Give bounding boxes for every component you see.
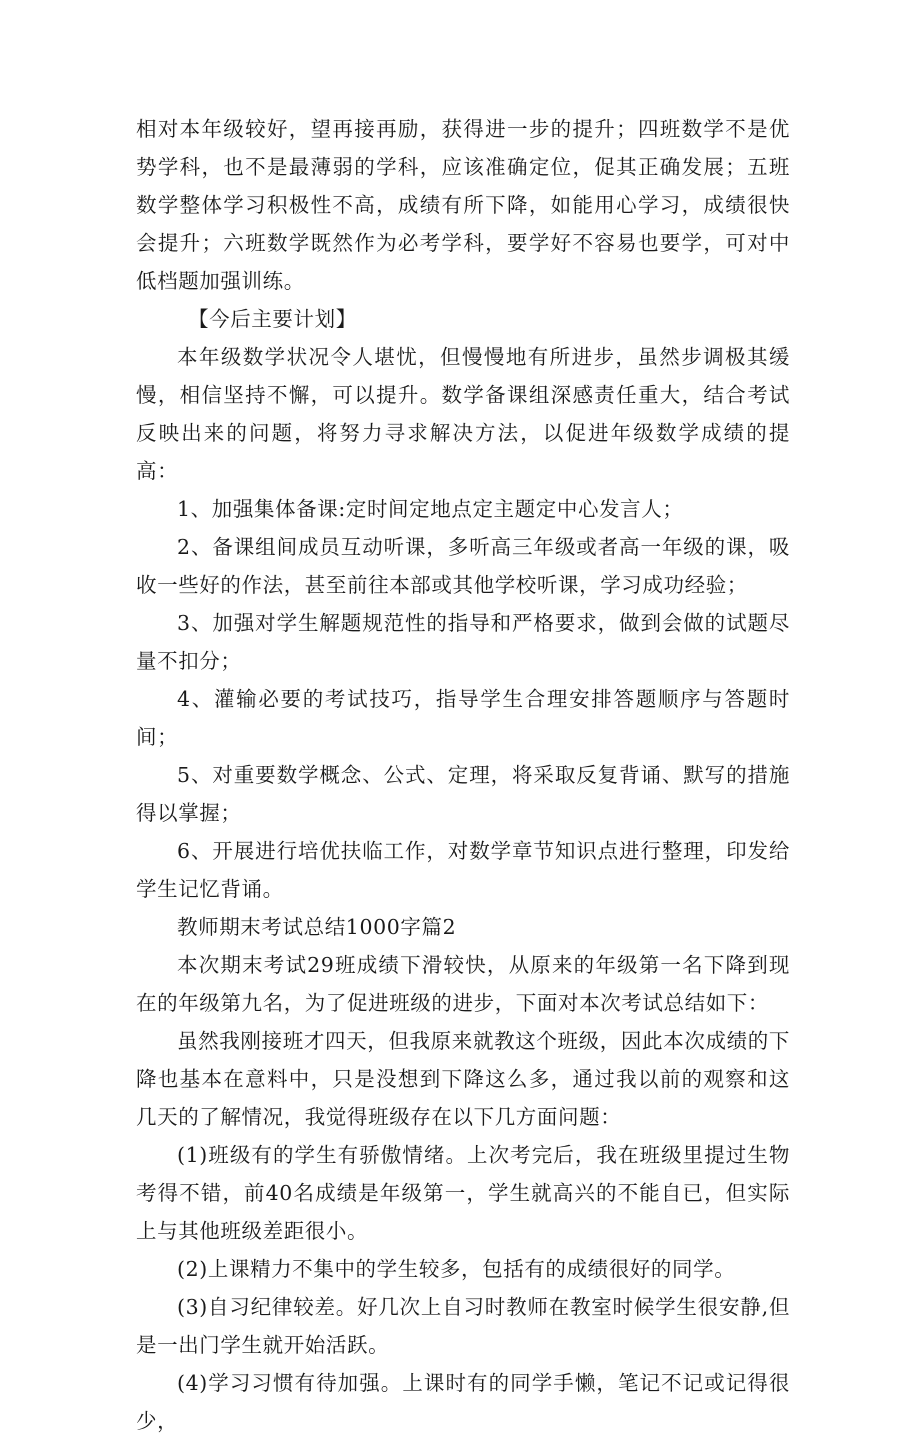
article-title: 教师期末考试总结1000字篇2: [177, 915, 457, 939]
paragraph: 本年级数学状况令人堪忧，但慢慢地有所进步，虽然步调极其缓慢，相信坚持不懈，可以提升。数学备课组深感责任重大，结合考试反映出来的问题，将努力寻求解决方法，以促进年级数学成绩的提高：: [136, 345, 790, 483]
list-item: 3、加强对学生解题规范性的指导和严格要求，做到会做的试题尽量不扣分；: [136, 611, 790, 673]
document-body: [136, 110, 790, 1440]
list-item: 2、备课组间成员互动听课，多听高三年级或者高一年级的课，吸收一些好的作法，甚至前往本部或其他学校听课，学习成功经验；: [136, 535, 790, 597]
list-item: (4)学习习惯有待加强。上课时有的同学手懒，笔记不记或记得很少，: [136, 1371, 790, 1433]
paragraph: 本次期末考试29班成绩下滑较快，从原来的年级第一名下降到现在的年级第九名，为了促进班级的进步，下面对本次考试总结如下：: [136, 953, 790, 1015]
list-item: (1)班级有的学生有骄傲情绪。上次考完后，我在班级里提过生物考得不错，前40名成绩是年级第一，学生就高兴的不能自已，但实际上与其他班级差距很小。: [136, 1143, 790, 1243]
paragraph-continuation: 相对本年级较好，望再接再励，获得进一步的提升；四班数学不是优势学科，也不是最薄弱的学科，应该准确定位，促其正确发展；五班数学整体学习积极性不高，成绩有所下降，如能用心学习，成绩很快会提升；六班数学既然作为必考学科，要学好不容易也要学，可对中低档题加强训练。: [136, 117, 790, 293]
list-item: 6、开展进行培优扶临工作，对数学章节知识点进行整理，印发给学生记忆背诵。: [136, 839, 790, 901]
list-item: 5、对重要数学概念、公式、定理，将采取反复背诵、默写的措施得以掌握；: [136, 763, 790, 825]
paragraph: 虽然我刚接班才四天，但我原来就教这个班级，因此本次成绩的下降也基本在意料中，只是没想到下降这么多，通过我以前的观察和这几天的了解情况，我觉得班级存在以下几方面问题：: [136, 1029, 790, 1129]
list-item: (2)上课精力不集中的学生较多，包括有的成绩很好的同学。: [177, 1257, 736, 1281]
list-item: 1、加强集体备课:定时间定地点定主题定中心发言人；: [177, 497, 684, 521]
list-item: (3)自习纪律较差。好几次上自习时教师在教室时候学生很安静,但是一出门学生就开始活跃。: [136, 1295, 790, 1357]
section-heading: 【今后主要计划】: [188, 307, 357, 331]
list-item: 4、灌输必要的考试技巧，指导学生合理安排答题顺序与答题时间；: [136, 687, 790, 749]
